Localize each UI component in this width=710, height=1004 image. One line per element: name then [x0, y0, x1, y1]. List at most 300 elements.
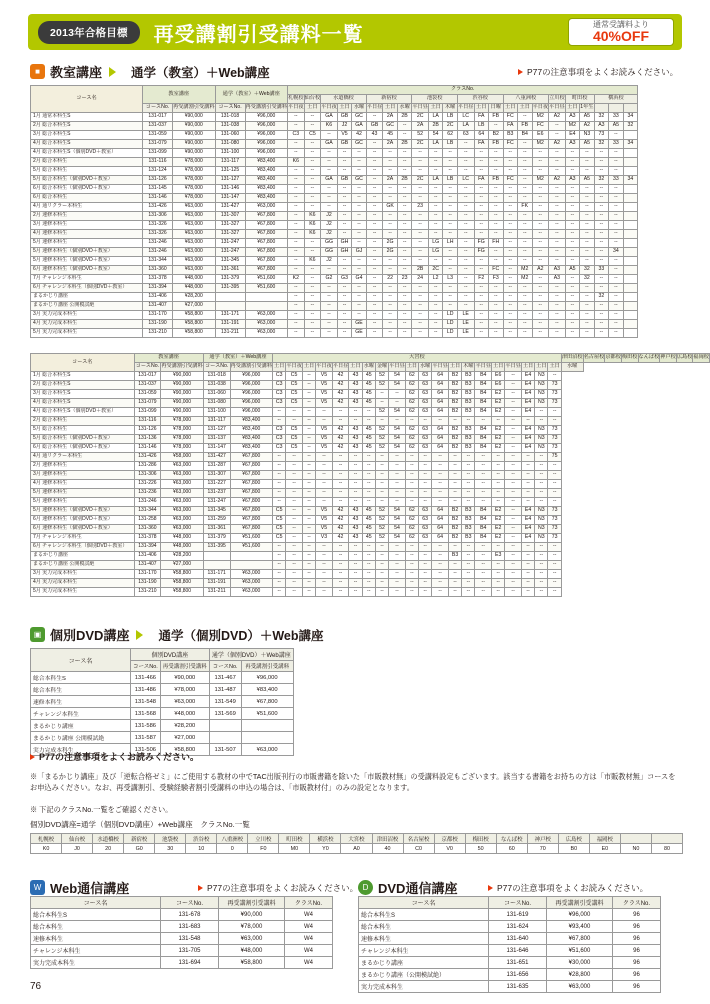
col-group-header: 教室講座 — [134, 354, 203, 363]
table-cell: V5 — [316, 426, 333, 435]
table-cell: -- — [535, 462, 548, 471]
table-cell: -- — [448, 462, 461, 471]
table-cell: -- — [609, 203, 624, 212]
table-cell: ¥63,000 — [173, 266, 216, 275]
table-cell: M2 — [532, 140, 549, 149]
table-cell: -- — [316, 471, 333, 480]
col-header: 新宿校 — [124, 834, 155, 844]
table-cell: -- — [609, 284, 624, 293]
table-cell: GE — [352, 329, 367, 338]
table-cell: -- — [375, 417, 388, 426]
table-cell: FC — [489, 266, 504, 275]
table-row — [31, 221, 638, 230]
table-cell: 総合本科生S — [31, 909, 161, 921]
table-cell: 30 — [155, 844, 186, 854]
table-cell: -- — [302, 381, 315, 390]
table-cell: -- — [443, 302, 458, 311]
table-cell: -- — [532, 284, 549, 293]
table-row — [31, 471, 710, 480]
col-header: 神戸校 — [527, 834, 558, 844]
table-cell: 131-210 — [134, 588, 161, 597]
table-cell: -- — [492, 543, 505, 552]
table-cell: 5月 速修本科生（個別DVD＋教室） — [31, 248, 143, 257]
table-cell: -- — [505, 408, 522, 417]
table-cell: -- — [549, 167, 566, 176]
table-cell: GA — [321, 113, 338, 122]
table-cell: -- — [349, 579, 362, 588]
col-sub-header: 金曜 — [375, 363, 388, 372]
table-cell: C5 — [286, 381, 303, 390]
table-cell: -- — [383, 221, 398, 230]
col-group-header: クラスNo. — [288, 86, 638, 95]
note-dvd — [30, 750, 199, 763]
table-cell: 2G — [383, 239, 398, 248]
table-cell: -- — [321, 320, 338, 329]
table-row — [31, 543, 710, 552]
table-cell: -- — [565, 221, 580, 230]
table-cell: -- — [535, 579, 548, 588]
table-cell: -- — [489, 212, 504, 221]
table-cell: ¥63,000 — [161, 471, 204, 480]
table-cell: E2 — [492, 507, 505, 516]
table-cell: -- — [302, 543, 315, 552]
col-group-header: 通学（個別DVD）＋Web講座 — [209, 649, 293, 661]
table-cell: FB — [518, 122, 533, 131]
table-cell: -- — [397, 158, 412, 167]
table-cell: -- — [332, 480, 349, 489]
table-cell: 131-569 — [209, 708, 241, 720]
table-cell: -- — [288, 122, 305, 131]
table-cell: -- — [405, 480, 418, 489]
table-cell: E4 — [521, 435, 534, 444]
table-row — [31, 462, 710, 471]
table-cell: -- — [366, 185, 383, 194]
table-cell: 131-127 — [215, 176, 245, 185]
table-cell: ¥90,000 — [173, 149, 216, 158]
table-cell: 5月 実力完成本科生 — [31, 588, 135, 597]
table-cell: 131-360 — [143, 266, 173, 275]
table-cell — [209, 732, 241, 744]
table-cell: B4 — [475, 426, 492, 435]
table-cell: 131-549 — [209, 696, 241, 708]
table-cell: -- — [389, 453, 406, 462]
table-cell: -- — [443, 293, 458, 302]
table-cell: 63 — [419, 399, 432, 408]
table-cell — [623, 230, 638, 239]
table-cell: A5 — [580, 113, 595, 122]
table-cell: B2 — [448, 507, 461, 516]
table-cell: -- — [457, 302, 474, 311]
table-cell: -- — [474, 320, 489, 329]
table-cell: 63 — [419, 507, 432, 516]
table-cell: -- — [580, 185, 595, 194]
table-cell: -- — [532, 194, 549, 203]
col-sub-header — [594, 104, 609, 113]
table-cell: -- — [332, 561, 349, 570]
table-cell: -- — [518, 149, 533, 158]
table-cell: -- — [609, 221, 624, 230]
table-cell: -- — [332, 543, 349, 552]
table-cell: 131-466 — [131, 672, 161, 684]
table-cell: 43 — [366, 131, 383, 140]
table-cell — [623, 311, 638, 320]
table-cell: -- — [548, 408, 561, 417]
table-cell: -- — [304, 248, 321, 257]
table-cell: -- — [389, 498, 406, 507]
table-cell: FB — [489, 176, 504, 185]
dvd-icon: ▣ — [30, 627, 45, 642]
table-cell: -- — [532, 329, 549, 338]
table-cell: -- — [316, 570, 333, 579]
table-cell: -- — [288, 113, 305, 122]
table-cell: -- — [302, 579, 315, 588]
table-cell: -- — [405, 570, 418, 579]
table-row — [31, 122, 638, 131]
table-cell: -- — [288, 311, 305, 320]
table-cell: 131-287 — [203, 462, 230, 471]
table-cell: -- — [352, 293, 367, 302]
table-cell: -- — [492, 588, 505, 597]
table-cell: ¥96,000 — [245, 113, 288, 122]
table-classno-wrap — [30, 833, 683, 854]
table-row — [31, 426, 710, 435]
table-cell: -- — [362, 561, 375, 570]
table-cell: -- — [474, 293, 489, 302]
table-cell: B2 — [448, 399, 461, 408]
table-cell: 54 — [389, 426, 406, 435]
table-cell: -- — [580, 257, 595, 266]
table-row — [31, 570, 710, 579]
table-cell: 54 — [428, 131, 443, 140]
table-cell: -- — [535, 480, 548, 489]
table-cell: ¥90,000 — [173, 131, 216, 140]
table-cell: B4 — [475, 408, 492, 417]
table-cell: M2 — [518, 275, 533, 284]
table-cell: E2 — [492, 390, 505, 399]
table-cell: 54 — [389, 525, 406, 534]
table-cell: 131-079 — [134, 399, 161, 408]
table-cell: -- — [505, 417, 522, 426]
header-banner — [28, 14, 682, 50]
table-cell: -- — [503, 149, 518, 158]
table-cell: W4 — [285, 933, 333, 945]
table-cell: -- — [397, 230, 412, 239]
table-cell: 131-191 — [203, 579, 230, 588]
table-cell: -- — [535, 561, 548, 570]
table-cell: 60 — [496, 844, 527, 854]
table-cell: ¥58,800 — [173, 320, 216, 329]
table-cell: 6月 チャレンジ本科生（個別DVD＋教室） — [31, 284, 143, 293]
table-cell: -- — [316, 561, 333, 570]
table-cell: -- — [337, 302, 352, 311]
table-cell: -- — [304, 167, 321, 176]
table-cell: -- — [273, 579, 286, 588]
table-cell: 34 — [609, 248, 624, 257]
table-cell: A2 — [580, 122, 595, 131]
web-icon: W — [30, 880, 45, 895]
table-cell: 23 — [412, 203, 429, 212]
col-header: 水道橋校 — [93, 834, 124, 844]
table-cell: -- — [332, 498, 349, 507]
table-cell: 4月 実力完成本科生 — [31, 320, 143, 329]
table-cell: -- — [366, 167, 383, 176]
table-cell: -- — [419, 588, 432, 597]
table-cell: -- — [302, 561, 315, 570]
table-cell: G0 — [124, 844, 155, 854]
table-cell: -- — [412, 158, 429, 167]
table-cell: -- — [548, 570, 561, 579]
table-cell — [623, 248, 638, 257]
table-cell: 131-018 — [215, 113, 245, 122]
col-group-header: 教室講座 — [143, 86, 216, 104]
table-cell: GB — [337, 140, 352, 149]
table-row — [31, 284, 638, 293]
table-cell: ¥83,400 — [241, 684, 293, 696]
table-cell: -- — [580, 149, 595, 158]
table-cell: -- — [375, 579, 388, 588]
table-cell: -- — [316, 579, 333, 588]
table-cell: 63 — [419, 516, 432, 525]
table-cell: ¥78,000 — [173, 158, 216, 167]
table-row — [31, 720, 294, 732]
table-cell: -- — [475, 579, 492, 588]
table-cell: -- — [457, 149, 474, 158]
table-cell: -- — [412, 185, 429, 194]
table-cell: GC — [352, 176, 367, 185]
table-cell: B2 — [448, 534, 461, 543]
col-sub-header: コースNo. — [134, 363, 161, 372]
table-cell: -- — [565, 284, 580, 293]
col-sub-header: 土日 — [548, 363, 561, 372]
table-cell: N3 — [535, 525, 548, 534]
table-row — [31, 329, 638, 338]
col-school-header: 横浜校 — [594, 95, 638, 104]
table-cell: 73 — [548, 399, 561, 408]
col-sub-header: 平日夜 — [316, 363, 333, 372]
table-cell — [623, 275, 638, 284]
table-cell: 総合本科生S — [359, 909, 489, 921]
table-cell: 64 — [432, 525, 449, 534]
table-row — [359, 933, 661, 945]
table-cell: 63 — [419, 408, 432, 417]
table-cell: -- — [489, 257, 504, 266]
table-cell: E4 — [521, 390, 534, 399]
table-cell: N3 — [535, 426, 548, 435]
table-row — [31, 381, 710, 390]
table-cell: FH — [489, 239, 504, 248]
table-cell: -- — [302, 372, 315, 381]
table-cell: -- — [594, 212, 609, 221]
table-cell: V5 — [316, 525, 333, 534]
table-cell: -- — [362, 588, 375, 597]
table-cell: 131-059 — [134, 390, 161, 399]
table-cell: -- — [532, 302, 549, 311]
table-cell: 5月 総合本科生 — [31, 167, 143, 176]
table-cell: ¥63,000 — [230, 579, 273, 588]
table-cell: 73 — [548, 534, 561, 543]
table-cell: -- — [428, 167, 443, 176]
table-cell: -- — [316, 417, 333, 426]
col-header: 梅田校 — [465, 834, 496, 844]
table-cell: 131-116 — [134, 417, 161, 426]
table-cell: -- — [366, 140, 383, 149]
table-cell: -- — [288, 293, 305, 302]
table-cell: 131-395 — [203, 543, 230, 552]
table-cell: -- — [389, 489, 406, 498]
table-cell: 131-080 — [215, 140, 245, 149]
table-cell: -- — [474, 221, 489, 230]
table-cell: LB — [474, 122, 489, 131]
table-cell: まるかじり講座（公開模試絶） — [359, 969, 489, 981]
table-cell: -- — [549, 221, 566, 230]
table-cell: -- — [366, 212, 383, 221]
table-cell — [623, 257, 638, 266]
table-cell: -- — [518, 185, 533, 194]
table-cell: -- — [503, 320, 518, 329]
table-cell: 52 — [375, 435, 388, 444]
table-cell: -- — [474, 149, 489, 158]
table-cell: -- — [443, 185, 458, 194]
table-cell: -- — [505, 552, 522, 561]
table-cell: -- — [337, 194, 352, 203]
table-cell: -- — [505, 498, 522, 507]
table-cell: -- — [304, 158, 321, 167]
col-sub-header: 土日 — [349, 363, 362, 372]
table-cell: 131-379 — [215, 275, 245, 284]
table-cell: -- — [609, 131, 624, 140]
table-cell: -- — [505, 534, 522, 543]
table-cell: C3 — [273, 444, 286, 453]
table-cell: -- — [462, 480, 475, 489]
table-cell: 131-170 — [143, 311, 173, 320]
table-cell: B3 — [462, 390, 475, 399]
table-row — [31, 435, 710, 444]
table-cell: 131-038 — [203, 381, 230, 390]
col-sub-header: 再受講割引受講料 — [245, 104, 288, 113]
table-cell: -- — [580, 293, 595, 302]
table-cell: -- — [428, 185, 443, 194]
table-cell: 131-259 — [203, 516, 230, 525]
table-cell: -- — [457, 257, 474, 266]
table-cell: -- — [316, 480, 333, 489]
table-cell: E4 — [521, 372, 534, 381]
table-cell: -- — [503, 329, 518, 338]
table-cell: -- — [580, 311, 595, 320]
table-cell: 131-017 — [143, 113, 173, 122]
table-cell: -- — [321, 158, 338, 167]
table-cell: 131-548 — [161, 933, 219, 945]
table-cell: -- — [316, 453, 333, 462]
table-cell: -- — [337, 167, 352, 176]
table-cell: E2 — [492, 399, 505, 408]
table-cell: 2C — [412, 113, 429, 122]
table-cell: ¥63,000 — [161, 489, 204, 498]
table-cell: -- — [288, 149, 305, 158]
table-cell: ¥27,000 — [173, 302, 216, 311]
table-cell: 131-037 — [143, 122, 173, 131]
table-cell: -- — [594, 185, 609, 194]
table-cell: LG — [428, 239, 443, 248]
table-cell: -- — [505, 543, 522, 552]
table-cell: -- — [337, 149, 352, 158]
table-cell: E4 — [521, 525, 534, 534]
table-cell: 43 — [349, 399, 362, 408]
table-cell: 62 — [405, 534, 418, 543]
table-cell: ¥63,000 — [245, 320, 288, 329]
table-cell: -- — [548, 372, 561, 381]
table-cell: -- — [503, 239, 518, 248]
table-cell: -- — [548, 489, 561, 498]
table-cell: -- — [457, 239, 474, 248]
table-cell: -- — [397, 311, 412, 320]
table-cell: 131-191 — [215, 320, 245, 329]
table-cell: -- — [432, 462, 449, 471]
table-cell: -- — [397, 239, 412, 248]
table-cell: LB — [443, 113, 458, 122]
table-cell: -- — [580, 320, 595, 329]
table-web-wrap — [30, 896, 333, 969]
table-cell: -- — [505, 399, 522, 408]
table-cell: -- — [565, 257, 580, 266]
table-cell: GH — [337, 248, 352, 257]
table-cell: -- — [286, 417, 303, 426]
table-cell: ¥67,800 — [230, 489, 273, 498]
table-cell: M2 — [532, 113, 549, 122]
table-cell: 43 — [349, 435, 362, 444]
table-cell — [623, 158, 638, 167]
table-cell: ¥90,000 — [161, 399, 204, 408]
table-cell: -- — [580, 230, 595, 239]
table-cell: -- — [462, 543, 475, 552]
table-cell: -- — [492, 453, 505, 462]
table-cell: -- — [286, 570, 303, 579]
table-cell: ¥63,000 — [245, 311, 288, 320]
table-cell: -- — [521, 471, 534, 480]
table-cell: 5月 速修本科生（個別DVD＋教室） — [31, 507, 135, 516]
table-cell: 45 — [362, 516, 375, 525]
table-cell: 131-586 — [131, 720, 161, 732]
table-cell: -- — [302, 507, 315, 516]
table-cell: -- — [316, 498, 333, 507]
table-cell: 52 — [375, 516, 388, 525]
table-cell: 131-227 — [203, 480, 230, 489]
table-cell: 73 — [548, 426, 561, 435]
table-cell: 131-548 — [131, 696, 161, 708]
table-cell: -- — [594, 158, 609, 167]
table-cell: -- — [366, 248, 383, 257]
table-cell: -- — [383, 329, 398, 338]
table-cell: B2 — [448, 426, 461, 435]
table-cell — [623, 167, 638, 176]
table-cell: -- — [489, 248, 504, 257]
table-cell: -- — [549, 257, 566, 266]
table-cell: 131-211 — [215, 329, 245, 338]
table-cell: -- — [492, 471, 505, 480]
col-sub-header: 平日昼 — [412, 104, 429, 113]
col-sub-header: 日曜 — [489, 104, 504, 113]
table-cell: -- — [405, 543, 418, 552]
table-cell: -- — [288, 329, 305, 338]
table-cell: -- — [580, 203, 595, 212]
table-cell: K6 — [304, 230, 321, 239]
table-cell: F2 — [474, 275, 489, 284]
table-cell: -- — [362, 489, 375, 498]
table-cell: ¥90,000 — [161, 381, 204, 390]
table-row — [31, 311, 638, 320]
table-cell: -- — [489, 203, 504, 212]
table-cell: -- — [457, 275, 474, 284]
table-cell: -- — [412, 257, 429, 266]
